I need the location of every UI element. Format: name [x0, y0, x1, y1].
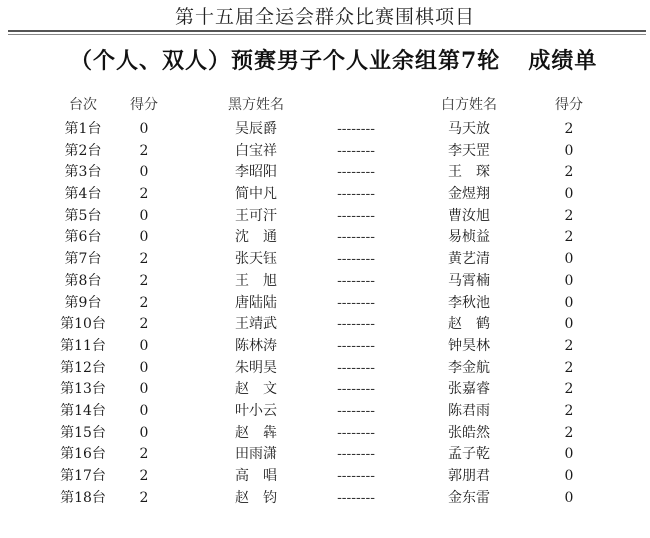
match-separator: -------- [337, 381, 375, 398]
white-player-name: 金东雷 [448, 489, 490, 506]
black-player-name: 张天钰 [235, 251, 277, 268]
white-player-name: 陈君雨 [448, 402, 490, 419]
white-score-cell: 2 [564, 424, 574, 441]
white-score-cell: 0 [564, 251, 574, 268]
match-separator: -------- [337, 424, 375, 441]
black-player-name: 赵 钧 [235, 489, 277, 506]
match-separator: -------- [337, 468, 375, 484]
table-row [0, 358, 650, 380]
black-player-name: 简中凡 [235, 186, 277, 203]
white-player-name: 郭朋君 [448, 468, 490, 484]
match-separator: -------- [337, 229, 375, 246]
black-player-name: 王 旭 [235, 272, 277, 289]
white-score-cell: 2 [564, 381, 574, 398]
black-player-name: 吴辰爵 [235, 121, 277, 137]
table-row [0, 119, 650, 141]
board-cell: 第7台 [64, 251, 102, 268]
table-row [0, 141, 650, 163]
column-header-black-name: 黑方姓名 [228, 97, 284, 113]
white-player-name: 钟昊林 [448, 337, 490, 354]
black-score-cell: 0 [139, 424, 149, 441]
white-player-name: 金煜翔 [448, 186, 490, 203]
white-score-cell: 2 [564, 229, 574, 246]
white-player-name: 孟子乾 [448, 446, 490, 463]
match-separator: -------- [337, 164, 375, 181]
black-score-cell: 2 [139, 316, 149, 333]
table-row [0, 249, 650, 271]
board-cell: 第5台 [64, 207, 102, 224]
black-score-cell: 0 [139, 381, 149, 398]
table-row [0, 206, 650, 228]
black-score-cell: 2 [139, 294, 149, 311]
black-player-name: 赵 犇 [235, 424, 277, 441]
black-score-cell: 2 [139, 142, 149, 159]
board-cell: 第12台 [60, 359, 106, 376]
title-rule-thin [8, 34, 646, 35]
white-player-name: 黄艺清 [448, 251, 490, 268]
column-header-board: 台次 [69, 97, 97, 113]
white-score-cell: 0 [564, 142, 574, 159]
table-row [0, 184, 650, 206]
black-score-cell: 2 [139, 468, 149, 484]
round-title [70, 44, 597, 75]
black-player-name: 赵 文 [235, 381, 277, 398]
board-cell: 第10台 [60, 316, 106, 333]
board-cell: 第8台 [64, 272, 102, 289]
table-row [0, 444, 650, 466]
black-score-cell: 0 [139, 207, 149, 224]
black-player-name: 叶小云 [235, 402, 277, 419]
column-header-white-name: 白方姓名 [441, 97, 497, 113]
white-score-cell: 0 [564, 186, 574, 203]
match-separator: -------- [337, 294, 375, 311]
white-score-cell: 2 [564, 121, 574, 137]
table-row [0, 488, 650, 510]
table-row [0, 271, 650, 293]
black-player-name: 田雨潇 [235, 446, 277, 463]
board-cell: 第13台 [60, 381, 106, 398]
board-cell: 第16台 [60, 446, 106, 463]
black-score-cell: 2 [139, 446, 149, 463]
table-row [0, 336, 650, 358]
white-score-cell: 0 [564, 489, 574, 506]
board-cell: 第18台 [60, 489, 106, 506]
table-row [0, 466, 650, 488]
board-cell: 第14台 [60, 402, 106, 419]
black-score-cell: 0 [139, 337, 149, 354]
white-player-name: 张皓然 [448, 424, 490, 441]
white-score-cell: 0 [564, 294, 574, 311]
black-score-cell: 2 [139, 251, 149, 268]
white-player-name: 赵 鹤 [448, 316, 490, 333]
match-separator: -------- [337, 251, 375, 268]
white-score-cell: 2 [564, 164, 574, 181]
table-row [0, 293, 650, 315]
white-score-cell: 0 [564, 446, 574, 463]
white-player-name: 李秋池 [448, 294, 490, 311]
black-score-cell: 2 [139, 272, 149, 289]
white-score-cell: 0 [564, 272, 574, 289]
white-player-name: 马天放 [448, 121, 490, 137]
white-player-name: 曹汝旭 [448, 207, 490, 224]
board-cell: 第9台 [64, 294, 102, 311]
result-sheet-label: 成绩单 [528, 48, 598, 74]
board-cell: 第11台 [60, 337, 106, 354]
black-player-name: 朱明昊 [235, 359, 277, 376]
black-score-cell: 2 [139, 489, 149, 506]
match-separator: -------- [337, 142, 375, 159]
match-separator: -------- [337, 402, 375, 419]
board-cell: 第4台 [64, 186, 102, 203]
white-player-name: 李天罡 [448, 142, 490, 159]
black-score-cell: 0 [139, 121, 149, 137]
black-player-name: 王靖武 [235, 316, 277, 333]
column-header-white-score: 得分 [555, 97, 583, 113]
match-separator: -------- [337, 359, 375, 376]
white-player-name: 王 琛 [448, 164, 490, 181]
table-row [0, 227, 650, 249]
black-player-name: 白宝祥 [235, 142, 277, 159]
black-player-name: 李昭阳 [235, 164, 277, 181]
white-player-name: 易桢益 [448, 229, 490, 246]
column-header-black-score: 得分 [130, 97, 158, 113]
board-cell: 第2台 [64, 142, 102, 159]
match-separator: -------- [337, 489, 375, 506]
white-score-cell: 0 [564, 468, 574, 484]
title-rule-thick [8, 30, 646, 32]
board-cell: 第17台 [60, 468, 106, 484]
white-score-cell: 0 [564, 316, 574, 333]
white-player-name: 马霄楠 [448, 272, 490, 289]
board-cell: 第15台 [60, 424, 106, 441]
black-score-cell: 2 [139, 186, 149, 203]
board-cell: 第6台 [64, 229, 102, 246]
event-title: 第十五届全运会群众比赛围棋项目 [174, 6, 475, 28]
table-row [0, 314, 650, 336]
black-score-cell: 0 [139, 229, 149, 246]
match-separator: -------- [337, 446, 375, 463]
black-score-cell: 0 [139, 359, 149, 376]
table-row [0, 423, 650, 445]
table-row [0, 401, 650, 423]
white-score-cell: 2 [564, 207, 574, 224]
round-title-text: （个人、双人）预赛男子个人业余组第7轮 [70, 48, 501, 74]
black-player-name: 陈林涛 [235, 337, 277, 354]
black-player-name: 王可汗 [235, 207, 277, 224]
match-separator: -------- [337, 272, 375, 289]
white-player-name: 李金航 [448, 359, 490, 376]
black-player-name: 唐陆陆 [235, 294, 277, 311]
match-separator: -------- [337, 207, 375, 224]
black-player-name: 高 唱 [235, 468, 277, 484]
match-separator: -------- [337, 186, 375, 203]
black-score-cell: 0 [139, 164, 149, 181]
white-score-cell: 2 [564, 359, 574, 376]
white-player-name: 张嘉睿 [448, 381, 490, 398]
table-row [0, 379, 650, 401]
match-separator: -------- [337, 121, 375, 137]
board-cell: 第3台 [64, 164, 102, 181]
results-table-body [0, 119, 650, 509]
match-separator: -------- [337, 337, 375, 354]
white-score-cell: 2 [564, 402, 574, 419]
black-score-cell: 0 [139, 402, 149, 419]
board-cell: 第1台 [64, 121, 102, 137]
white-score-cell: 2 [564, 337, 574, 354]
match-separator: -------- [337, 316, 375, 333]
table-row [0, 162, 650, 184]
black-player-name: 沈 通 [235, 229, 277, 246]
